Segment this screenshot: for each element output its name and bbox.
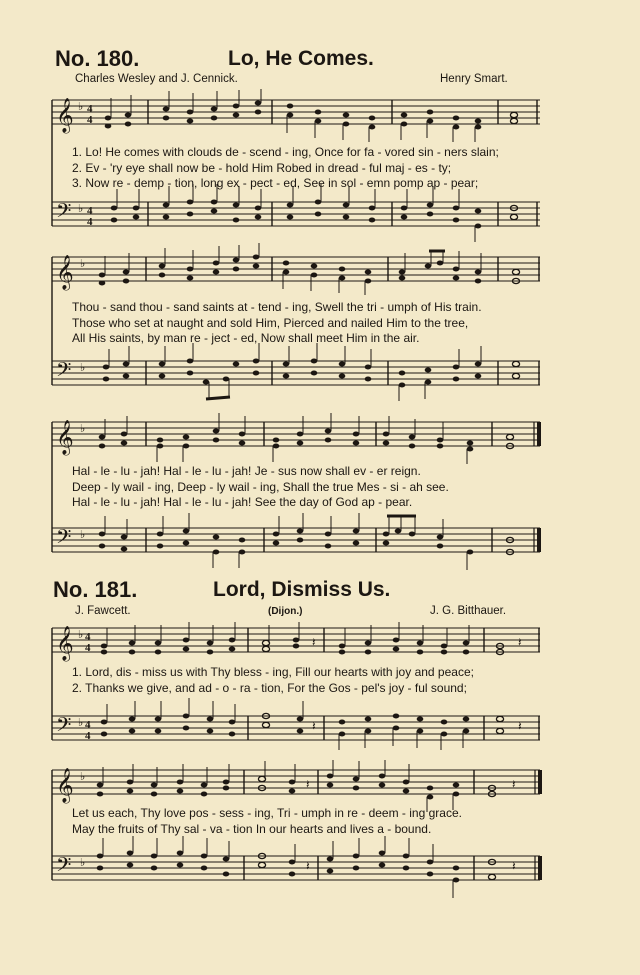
verse-line: Thou - sand thou - sand saints at - tend - ing, Swell the tri - umph of His train. [72,300,482,314]
svg-text:♭: ♭ [78,629,84,641]
svg-text:𝄽: 𝄽 [312,719,316,733]
svg-text:𝄽: 𝄽 [306,859,310,873]
svg-text:𝄽: 𝄽 [518,719,522,733]
svg-text:4: 4 [85,631,91,643]
verse-line: Let us each, Thy love pos - sess - ing, Tri - umph in re - deem - ing grace. [72,806,462,820]
hymn-180-lyrics-system-2 [72,300,542,347]
svg-text:𝄽: 𝄽 [512,777,516,791]
svg-text:𝄽: 𝄽 [312,635,316,649]
hymn-181-tune-name: (Dijon.) [268,606,303,617]
svg-text:♭: ♭ [80,771,86,783]
bass-clef-icon: 𝄢 [56,199,72,227]
svg-text:4: 4 [85,719,91,731]
verse-line: 1. Lo! He comes with clouds de - scend - ing, Once for fa - vored sin - ners slain; [72,145,499,159]
svg-text:4: 4 [87,205,93,217]
hymn-181-lyricist: J. Fawcett. [75,605,131,617]
svg-text:♭: ♭ [80,529,86,541]
svg-text:♭: ♭ [78,717,84,729]
verse-line: May the fruits of Thy sal - va - tion In our hearts and lives a - bound. [72,821,432,836]
bass-clef-icon: 𝄢 [56,713,72,741]
treble-clef-icon: 𝄞 [56,768,74,803]
svg-text:♭: ♭ [80,423,86,435]
verse-line: Those who set at naught and sold Him, Pierced and nailed Him to the tree, [72,315,469,330]
svg-text:♭: ♭ [80,258,86,270]
verse-line: 2. Thanks we give, and ad - o - ra - tion, For the Gos - pel's joy - ful sound; [72,680,467,695]
svg-text:𝄽: 𝄽 [518,635,522,649]
hymn-181-lyrics-system-1 [72,665,542,696]
bass-clef-icon: 𝄢 [56,525,72,553]
svg-text:♭: ♭ [80,362,86,374]
verse-line: Hal - le - lu - jah! Hal - le - lu - jah! See the day of God ap - pear. [72,495,413,509]
svg-text:4: 4 [85,730,91,742]
hymn-180-lyrics-system-3 [72,464,542,511]
verse-line: 1. Lord, dis - miss us with Thy bless - ing, Fill our hearts with joy and peace; [72,665,474,679]
hymn-180-lyrics-system-1 [72,145,542,192]
treble-clef-icon: 𝄞 [56,98,74,133]
svg-text:4: 4 [87,216,93,228]
svg-text:𝄽: 𝄽 [306,777,310,791]
verse-line: 2. Ev - 'ry eye shall now be - hold Him Robed in dread - ful maj - es - ty; [72,160,452,175]
verse-line: Deep - ly wail - ing, Deep - ly wail - ing, Shall the true Mes - si - ah see. [72,479,449,494]
hymn-181-composer: J. G. Bitthauer. [430,605,507,617]
svg-text:♭: ♭ [78,101,84,113]
hymn-181-title: Lord, Dismiss Us. [213,578,391,601]
svg-text:4: 4 [87,114,93,126]
treble-clef-icon: 𝄞 [56,626,74,661]
verse-line: Hal - le - lu - jah! Hal - le - lu - jah! Je - sus now shall ev - er reign. [72,464,421,478]
svg-text:♭: ♭ [80,857,86,869]
svg-text:♭: ♭ [78,203,84,215]
hymn-180-title: Lo, He Comes. [228,47,374,70]
treble-clef-icon: 𝄞 [56,420,74,455]
hymn-181-number: No. 181. [53,577,138,602]
bass-clef-icon: 𝄢 [56,853,72,881]
bass-clef-icon: 𝄢 [56,358,72,386]
svg-text:𝄽: 𝄽 [512,859,516,873]
treble-clef-icon: 𝄞 [56,255,74,290]
svg-text:4: 4 [87,103,93,115]
hymn-180-composer: Henry Smart. [440,73,508,85]
verse-line: All His saints, by man re - ject - ed, Now shall meet Him in the air. [72,331,420,345]
hymn-181-lyrics-system-2 [72,806,542,837]
hymn-180-lyricist: Charles Wesley and J. Cennick. [75,73,238,85]
verse-line: 3. Now re - demp - tion, long ex - pect - ed, See in sol - emn pomp ap - pear; [72,176,479,190]
svg-text:4: 4 [85,642,91,654]
hymn-180-number: No. 180. [55,46,140,71]
